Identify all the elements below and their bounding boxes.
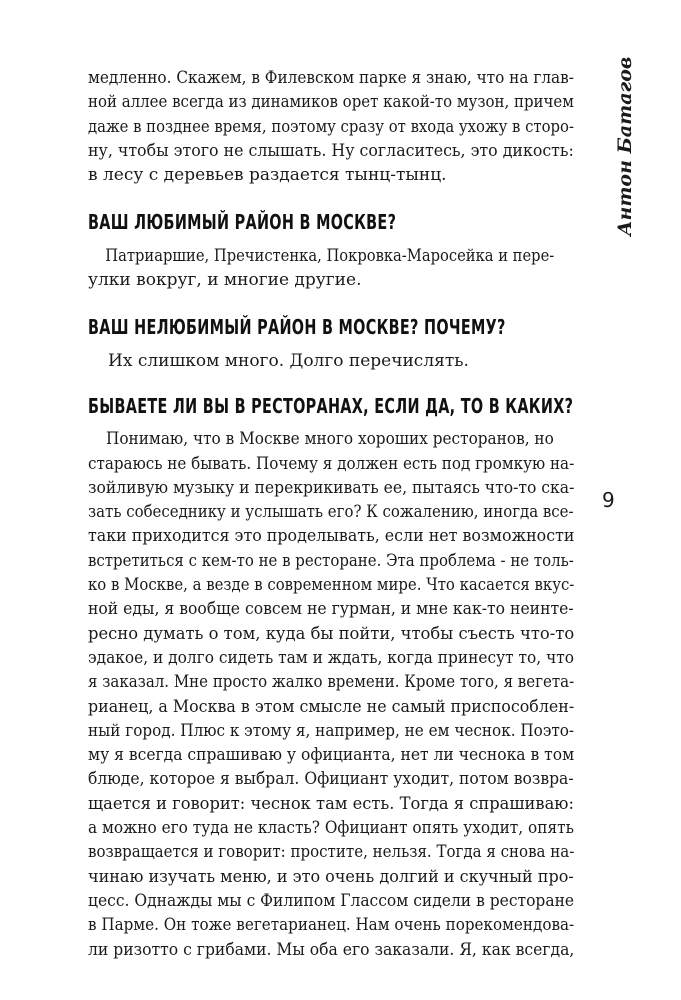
text-line: блюде, которое я выбрал. Официант уходит, потом возвра-: [88, 769, 574, 790]
running-head: Антон Батагов: [614, 56, 636, 236]
text-line: эдакое, и долго сидеть там и ждать, когда принесут то, что: [88, 647, 575, 668]
text-line: а можно его туда не класть? Официант опять уходит, опять: [88, 818, 574, 839]
paragraph-intro: [88, 66, 574, 187]
text-line: медленно. Скажем, в Филевском парке я знаю, что на глав-: [88, 68, 574, 88]
page-number: 9: [602, 488, 615, 512]
text-line: Их слишком много. Долго перечислять.: [108, 350, 469, 371]
question-heading-2: ВАШ НЕЛЮБИМЫЙ РАЙОН В МОСКВЕ? ПОЧЕМУ?: [88, 315, 506, 340]
answer-2: [88, 349, 574, 373]
text-line: стараюсь не бывать. Почему я должен есть под громкую на-: [88, 453, 575, 474]
text-line: ный город. Плюс к этому я, например, не ем чеснок. Поэто-: [88, 720, 575, 741]
text-line: улки вокруг, и многие другие.: [88, 270, 362, 291]
text-line: зать собеседнику и услышать его? К сожалению, иногда все-: [88, 502, 574, 523]
question-heading-1: ВАШ ЛЮБИМЫЙ РАЙОН В МОСКВЕ?: [88, 210, 397, 235]
text-line: в Парме. Он тоже вегетарианец. Нам очень порекомендова-: [88, 915, 575, 936]
answer-3: [88, 427, 574, 962]
question-heading-3: БЫВАЕТЕ ЛИ ВЫ В РЕСТОРАНАХ, ЕСЛИ ДА, ТО В КАКИХ?: [88, 394, 574, 419]
text-line: Понимаю, что в Москве много хороших ресторанов, но: [105, 429, 554, 450]
answer-1: [88, 244, 574, 293]
text-line: возвращается и говорит: простите, нельзя. Тогда я снова на-: [88, 842, 575, 863]
text-line: ну, чтобы этого не слышать. Ну согласитесь, это дикость:: [88, 140, 574, 161]
text-line: зойливую музыку и перекрикивать ее, пытаясь что-то ска-: [88, 477, 575, 498]
text-line: му я всегда спрашиваю у официанта, нет ли чеснока в том: [88, 745, 575, 766]
text-line: чинаю изучать меню, и это очень долгий и скучный про-: [88, 866, 574, 887]
text-line: ной аллее всегда из динамиков орет какой-то музон, причем: [88, 92, 574, 113]
text-line: в лесу с деревьев раздается тынц-тынц.: [88, 165, 447, 186]
text-line: даже в позднее время, поэтому сразу от входа ухожу в сторо-: [88, 116, 574, 137]
text-line: щается и говорит: чеснок там есть. Тогда я спрашиваю:: [88, 793, 574, 814]
text-line: встретиться с кем-то не в ресторане. Эта проблема - не толь-: [88, 550, 574, 571]
text-line: ной еды, я вообще совсем не гурман, и мне как-то неинте-: [88, 599, 574, 620]
text-line: таки приходится это проделывать, если нет возможности: [88, 526, 575, 547]
text-line: рианец, а Москва в этом смысле не самый приспособлен-: [88, 696, 575, 717]
text-line: я заказал. Мне просто жалко времени. Кроме того, я вегета-: [88, 672, 575, 693]
text-line: цесс. Однажды мы с Филипом Глассом сидели в ресторане: [88, 890, 575, 911]
page-body: [88, 66, 574, 962]
text-line: ли ризотто с грибами. Мы оба его заказали. Я, как всегда,: [88, 939, 575, 960]
text-line: Патриаршие, Пречистенка, Покровка-Маросейка и пере-: [105, 245, 555, 266]
text-line: ресно думать о том, куда бы пойти, чтобы съесть что-то: [88, 623, 575, 644]
text-line: ко в Москве, а везде в современном мире. Что касается вкус-: [88, 575, 575, 596]
